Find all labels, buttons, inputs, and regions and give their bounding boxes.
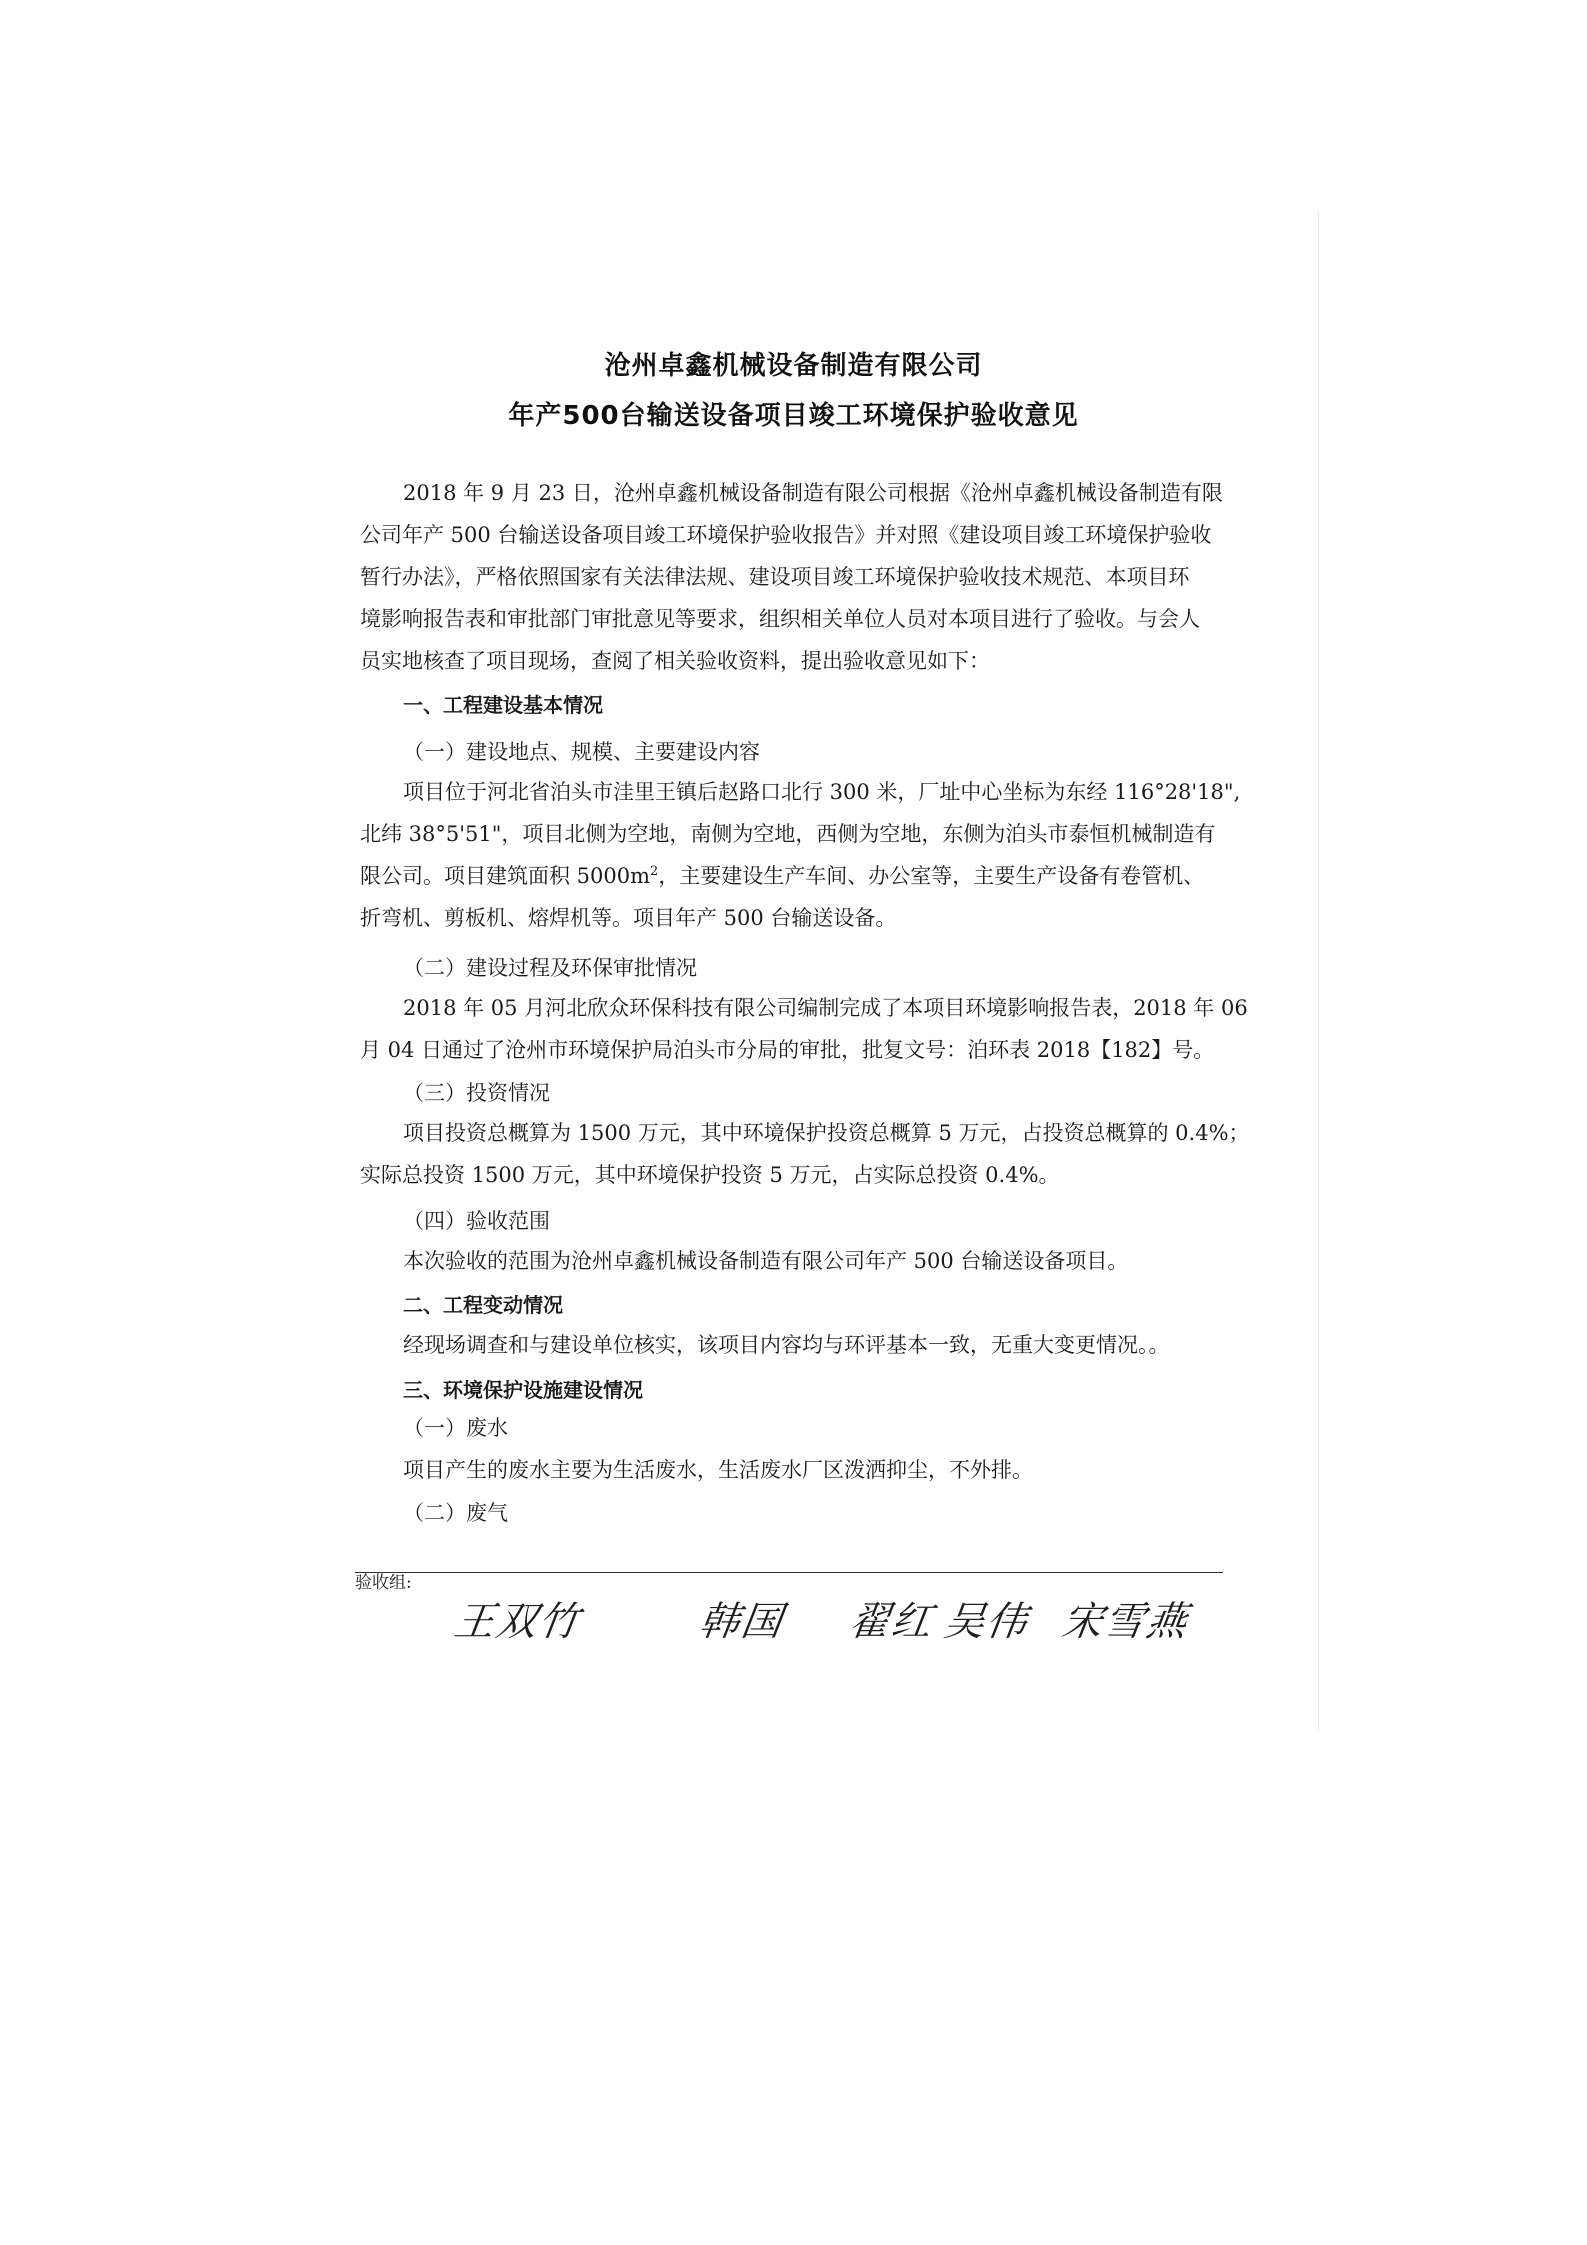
intro-line-2: 公司年产 500 台输送设备项目竣工环境保护验收报告》并对照《建设项目竣工环境保护验收: [360, 523, 1212, 547]
section2-heading: 二、工程变动情况: [403, 1293, 563, 1317]
page-edge-line: [1318, 210, 1319, 1730]
signature-3: 翟红: [846, 1599, 937, 1645]
subsection-1-2-heading: （二）建设过程及环保审批情况: [403, 956, 697, 980]
signature-4: 吴伟: [941, 1599, 1032, 1645]
subsection-3-2-heading: （二）废气: [403, 1501, 508, 1525]
document-title-company: 沧州卓鑫机械设备制造有限公司: [604, 351, 983, 381]
intro-line-3: 暂行办法》，严格依照国家有关法律法规、建设项目竣工环境保护验收技术规范、本项目环: [360, 565, 1190, 589]
section3-heading: 三、环境保护设施建设情况: [403, 1378, 643, 1402]
s1-1-line-4: 折弯机、剪板机、熔焊机等。项目年产 500 台输送设备。: [360, 906, 897, 930]
area-superscript: 2: [650, 864, 659, 879]
signature-2: 韩国: [696, 1599, 787, 1645]
s1-1-line-3-post: ，主要建设生产车间、办公室等，主要生产设备有卷管机、: [658, 864, 1205, 888]
intro-line-4: 境影响报告表和审批部门审批意见等要求，组织相关单位人员对本项目进行了验收。与会人: [360, 607, 1200, 631]
s1-2-line-1: 2018 年 05 月河北欣众环保科技有限公司编制完成了本项目环境影响报告表，2018 年 06: [403, 996, 1248, 1020]
s1-3-line-2: 实际总投资 1500 万元，其中环境保护投资 5 万元，占实际总投资 0.4%。: [360, 1163, 1060, 1187]
signature-label: 验收组:: [355, 1573, 412, 1593]
s1-1-line-3-pre: 限公司。项目建筑面积 5000m: [360, 864, 651, 888]
subsection-3-1-heading: （一）废水: [403, 1416, 508, 1440]
s1-1-line-3: [360, 861, 1204, 891]
s1-4-body: 本次验收的范围为沧州卓鑫机械设备制造有限公司年产 500 台输送设备项目。: [403, 1249, 1129, 1273]
signature-5: 宋雪燕: [1059, 1599, 1192, 1645]
s1-1-line-2: 北纬 38°5'51"，项目北侧为空地，南侧为空地，西侧为空地，东侧为泊头市泰恒机械制造有: [360, 822, 1216, 846]
subsection-1-3-heading: （三）投资情况: [403, 1081, 550, 1105]
s1-3-line-1: 项目投资总概算为 1500 万元，其中环境保护投资总概算 5 万元，占投资总概算的 0.4%；: [403, 1121, 1250, 1145]
intro-line-1: 2018 年 9 月 23 日，沧州卓鑫机械设备制造有限公司根据《沧州卓鑫机械设备制造有限: [403, 481, 1223, 505]
intro-line-5: 员实地核查了项目现场，查阅了相关验收资料，提出验收意见如下：: [360, 649, 990, 673]
signature-1: 王双竹: [451, 1599, 584, 1645]
subsection-1-1-heading: （一）建设地点、规模、主要建设内容: [403, 740, 760, 764]
s1-2-line-2: 月 04 日通过了沧州市环境保护局泊头市分局的审批，批复文号：泊环表 2018【182】号。: [360, 1038, 1215, 1062]
s3-1-body: 项目产生的废水主要为生活废水，生活废水厂区泼洒抑尘，不外排。: [403, 1458, 1033, 1482]
s1-1-line-1: 项目位于河北省泊头市洼里王镇后赵路口北行 300 米，厂址中心坐标为东经 116°28'18",: [403, 780, 1241, 804]
document-title-subject: 年产500台输送设备项目竣工环境保护验收意见: [508, 401, 1079, 431]
section1-heading: 一、工程建设基本情况: [403, 693, 603, 717]
subsection-1-4-heading: （四）验收范围: [403, 1209, 550, 1233]
section2-body: 经现场调查和与建设单位核实，该项目内容均与环评基本一致，无重大变更情况。。: [403, 1333, 1170, 1357]
signature-rule: [355, 1572, 1223, 1573]
